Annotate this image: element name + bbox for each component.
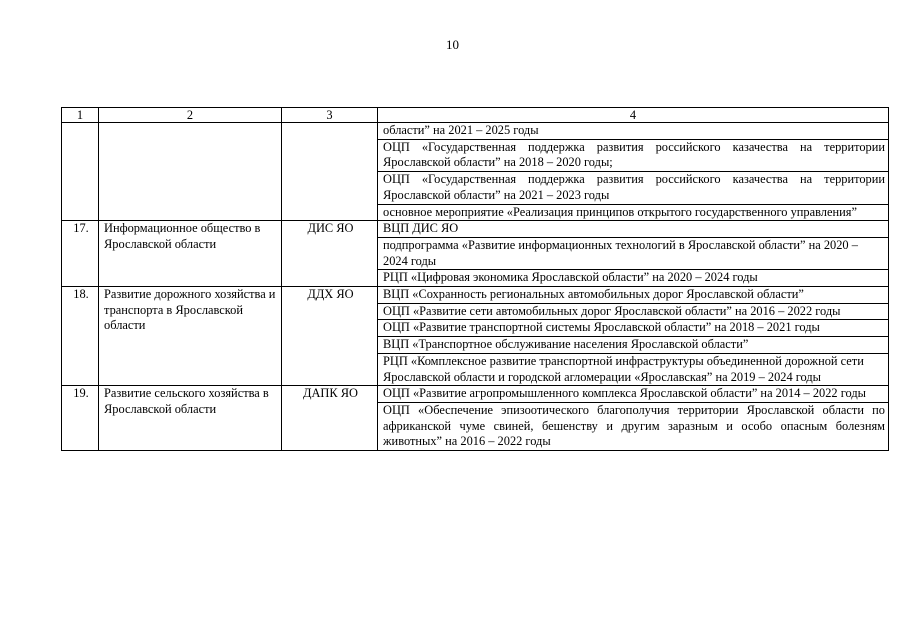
programs-table	[61, 107, 889, 451]
num-cell: 19.	[62, 386, 99, 451]
program-cell: ОЦП «Государственная поддержка развития российского казачества на территории Ярославской областиˮ на 2021 – 2023 годы	[378, 172, 889, 204]
program-cell: ОЦП «Развитие агропромышленного комплекса Ярославской областиˮ на 2014 – 2022 годы	[378, 386, 889, 403]
header-cell: 1	[62, 108, 99, 123]
program-cell: ВЦП «Сохранность региональных автомобильных дорог Ярославской областиˮ	[378, 287, 889, 304]
table-row	[62, 386, 889, 403]
name-cell: Информационное общество в Ярославской области	[99, 221, 282, 287]
program-cell: ОЦП «Государственная поддержка развития российского казачества на территории Ярославской областиˮ на 2018 – 2020 годы;	[378, 139, 889, 171]
name-cell: Развитие сельского хозяйства в Ярославской области	[99, 386, 282, 451]
header-cell: 3	[282, 108, 378, 123]
program-cell: ОЦП «Обеспечение эпизоотического благополучия территории Ярославской области по африканской чуме свиней, бешенству и другим заразным и особо опасным болезням животныхˮ на 2016 – 2022 годы	[378, 402, 889, 450]
program-cell: РЦП «Комплексное развитие транспортной инфраструктуры объединенной дорожной сети Ярославской области и городской агломерации «Ярославскаяˮ на 2019 – 2024 годы	[378, 353, 889, 385]
header-cell: 4	[378, 108, 889, 123]
org-cell: ДИС ЯО	[282, 221, 378, 287]
program-cell: РЦП «Цифровая экономика Ярославской областиˮ на 2020 – 2024 годы	[378, 270, 889, 287]
program-cell: областиˮ на 2021 – 2025 годы	[378, 123, 889, 140]
program-cell: основное мероприятие «Реализация принципов открытого государственного управленияˮ	[378, 204, 889, 221]
org-cell: ДДХ ЯО	[282, 287, 378, 386]
name-cell: Развитие дорожного хозяйства и транспорта в Ярославской области	[99, 287, 282, 386]
org-cell	[282, 123, 378, 221]
org-cell: ДАПК ЯО	[282, 386, 378, 451]
table-row	[62, 221, 889, 238]
program-cell: ВЦП ДИС ЯО	[378, 221, 889, 238]
program-cell: ВЦП «Транспортное обслуживание населения Ярославской областиˮ	[378, 337, 889, 354]
num-cell	[62, 123, 99, 221]
name-cell	[99, 123, 282, 221]
program-cell: подпрограмма «Развитие информационных технологий в Ярославской областиˮ на 2020 – 2024 годы	[378, 237, 889, 269]
table-row	[62, 287, 889, 304]
num-cell: 17.	[62, 221, 99, 287]
program-cell: ОЦП «Развитие сети автомобильных дорог Ярославской областиˮ на 2016 – 2022 годы	[378, 303, 889, 320]
header-cell: 2	[99, 108, 282, 123]
table-header-row	[62, 108, 889, 123]
program-cell: ОЦП «Развитие транспортной системы Ярославской областиˮ на 2018 – 2021 годы	[378, 320, 889, 337]
table-row	[62, 123, 889, 140]
num-cell: 18.	[62, 287, 99, 386]
page-number: 10	[446, 37, 459, 52]
